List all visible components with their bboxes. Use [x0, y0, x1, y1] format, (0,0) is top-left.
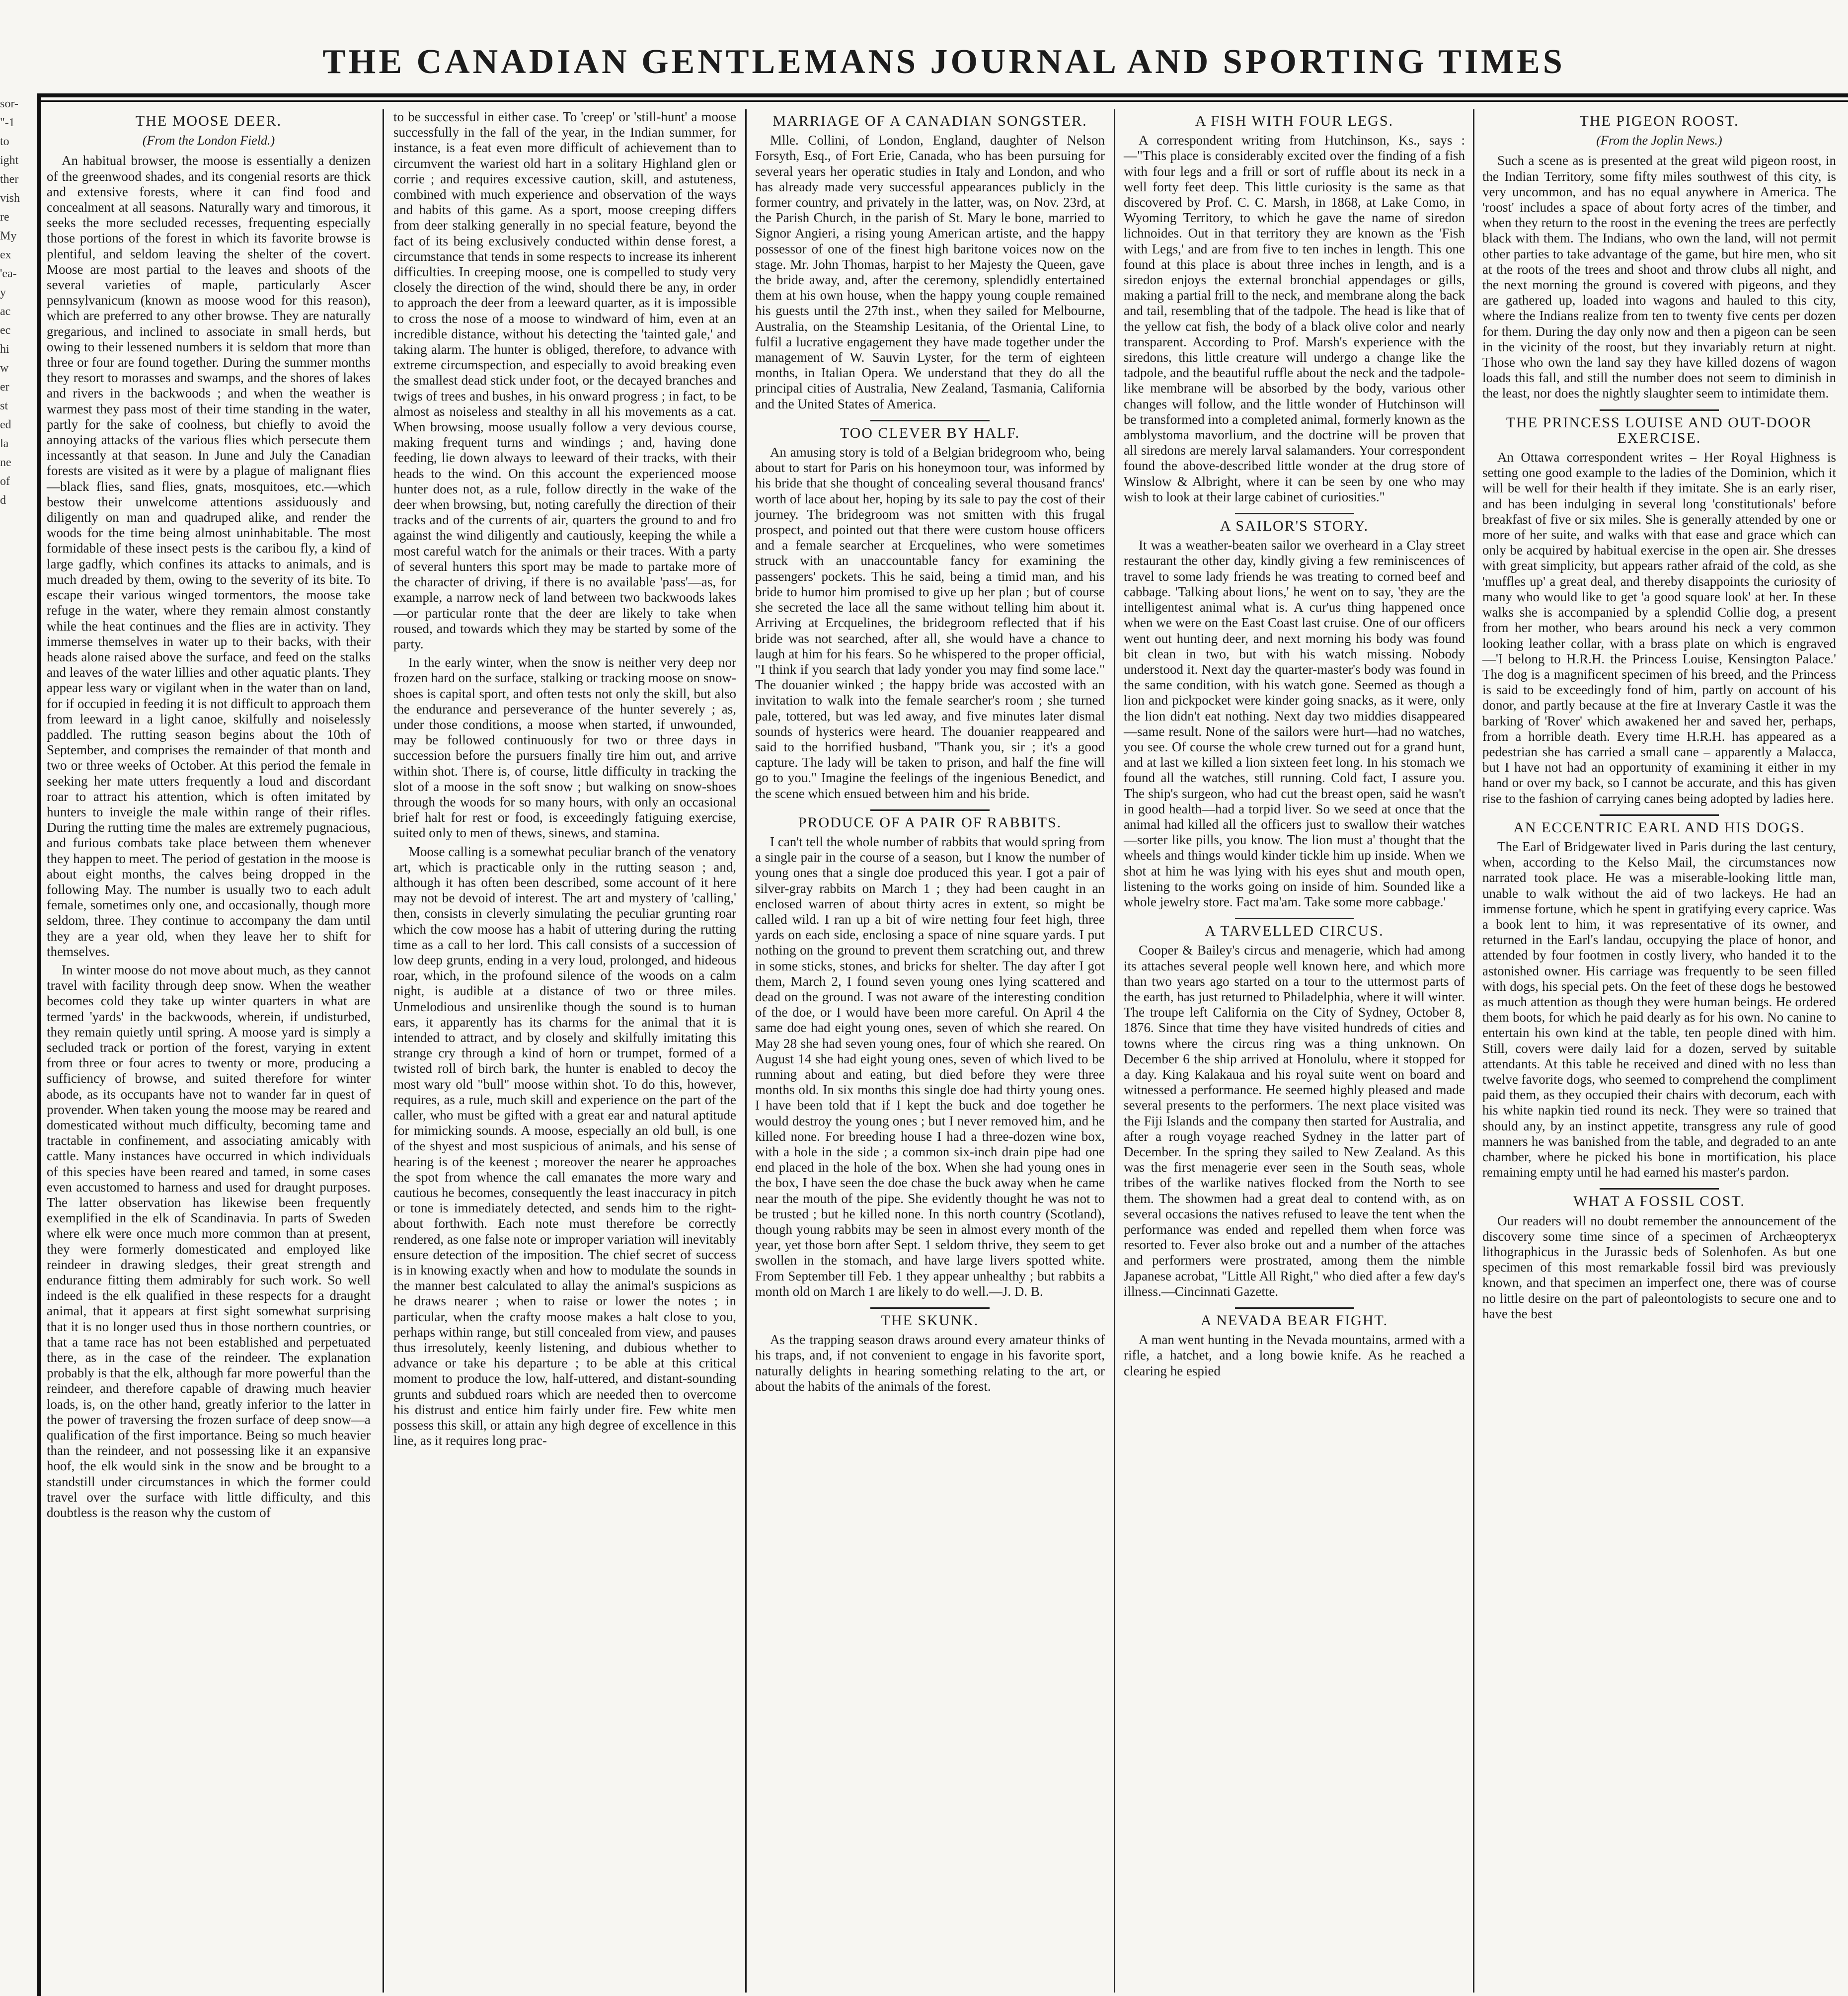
column-3	[748, 109, 1112, 1993]
margin-fragment: ight	[0, 154, 19, 167]
margin-fragment: re	[0, 211, 9, 224]
article	[1124, 1307, 1465, 1379]
article-paragraph: Mlle. Collini, of London, England, daughter of Nelson Forsyth, Esq., of Fort Erie, Canada, who has been pursuing for several years her operatic studies in Italy and London, and who has already made very successful appearances publicly in the former country, and privately in the latter, was, on Nov. 23rd, at the Parish Church, in the parish of St. Mary le bone, married to Signor Angieri, a rising young American artiste, and the happy possessor of one of the finest high baritone voices now on the stage. Mr. John Thomas, harpist to her Majesty the Queen, gave the bride away, and, after the ceremony, splendidly entertained them at his own house, when the happy young couple remained his guests until the 27th inst., when they sailed for Melbourne, Australia, on the Steamship Lesitania, of the Oriental Line, to fulfil a lucrative engagement they have made together under the management of W. Sauvin Lyster, for the term of eighteen months, in Italian Opera. We understand that they do all the principal cities of Australia, New Zealand, Tasmania, California and the United States of America.	[755, 133, 1105, 411]
column-divider	[383, 109, 384, 1993]
margin-fragment: ex	[0, 248, 11, 261]
article-headline: MARRIAGE OF A CANADIAN SONGSTER.	[772, 113, 1087, 129]
article-paragraph: An habitual browser, the moose is essentially a denizen of the greenwood shades, and its congenial resorts are thick and extensive forests, where it can find food and concealment at all seasons. Naturally wary and timorous, it seeks the more secluded recesses, frequenting especially those portions of the forest in which its favorite browse is plentiful, and seldom leaving the shelter of the covert. Moose are most partial to the leaves and shoots of the several varieties of maple, particularly Ascer pennsylvanicum (known as moose wood for this reason), which are preferred to any other browse. They are naturally gregarious, and inclined to associate in small herds, but owing to their lessened numbers it is seldom that more than three or four are found together. During the summer months they resort to morasses and swamps, and the shores of lakes and rivers in the backwoods ; and when the weather is warmest they pass most of their time standing in the water, partly for the sake of coolness, but chiefly to avoid the annoying attacks of the various flies which persecute them incessantly at that season. In June and July the Canadian forests are visited as it were by a plague of malignant flies—black flies, sand flies, gnats, mosquitoes, etc.—which bestow their unwelcome attentions assiduously and diligently on man and quadruped alike, and render the woods for the time being almost uninhabitable. The most formidable of these insect pests is the caribou fly, a kind of large gadfly, which confines its attacks to animals, and is much dreaded by them, owing to the severity of its bite. To escape their various winged tormentors, the moose take refuge in the water, where they remain almost constantly while the heat continues and the flies are in activity. They immerse themselves in water up to their backs, with their heads alone raised above the surface, and feed on the stalks and leaves of the water lillies and other aquatic plants. They appear less wary or vigilant when in the water than on land, for if occupied in feeding it is not difficult to approach them from leeward in a light canoe, skilfully and noiselessly paddled. The rutting season begins about the 10th of September, and comprises the remainder of that month and two or three weeks of October. At this period the female in seeking her mate utters frequently a loud and discordant roar to attract his attention, which is often imitated by hunters to inveigle the male within range of their rifles. During the rutting time the males are extremely pugnacious, and furious combats take place between them whenever they happen to meet. The period of gestation in the moose is about eight months, the calves being dropped in the following May. The number is usually two to each adult female, sometimes only one, and occasionally, though more seldom, three. They continue to accompany the dam until they are a year old, when they leave her to shift for themselves.	[47, 153, 371, 959]
article-separator	[1600, 409, 1719, 411]
article-paragraph: to be successful in either case. To 'creep' or 'still-hunt' a moose successfully in the fall of the year, in the Indian summer, for instance, is a feat even more difficult of achievement than to circumvent the wariest old hart in a solitary Highland glen or corrie ; and requires excessive caution, skill, and astuteness, combined with much experience and observation of the ways and habits of this game. As a sport, moose creeping differs from deer stalking generally in no special feature, beyond the fact of its being exclusively conducted within dense forest, a circumstance that tends in some respects to increase its inherent difficulties. In creeping moose, one is compelled to study very closely the direction of the wind, should there be any, in order to approach the deer from a leeward quarter, as it is impossible to cross the nose of a moose to windward of him, even at an incredible distance, without his detecting the 'tainted gale,' and taking alarm. The hunter is obliged, therefore, to advance with extreme circumspection, and especially to avoid breaking even the smallest dead stick under foot, or the decayed branches and twigs of trees and bushes, in his onward progress ; in fact, to be almost as noiseless and stealthy in all his movements as a cat. When browsing, moose usually follow a very devious course, making frequent turns and windings ; and, having done feeding, lie down always to leeward of their tracks, with their heads to the wind. On this account the experienced moose hunter does not, as a rule, follow directly in the wake of the deer when browsing, but, noting carefully the direction of their tracks and of the currents of air, quarters the ground to and fro against the wind diligently and cautiously, keeping the while a most careful watch for the animals or their traces. With a party of several hunters this sport may be made to partake more of the character of driving, if there is no available 'pass'—as, for example, a narrow neck of land between two backwoods lakes—or particular ronte that the deer are likely to take when roused, and towards which they may be started by some of the party.	[393, 109, 736, 651]
article	[1124, 918, 1465, 1299]
masthead-rule	[37, 93, 1848, 97]
margin-fragment: hi	[0, 343, 9, 356]
article-separator	[870, 1307, 990, 1309]
column-2	[386, 109, 743, 1993]
article-paragraph: It was a weather-beaten sailor we overheard in a Clay street restaurant the other day, kindly giving a few reminiscences of travel to some lady friends he was treating to corned beef and cabbage. 'Talking about lions,' he went on to say, 'they are the intelligentest animal what is. A cur'us thing happened once when we were on the East Coast last cruise. One of our officers went out hunting deer, and next morning his body was found bit clean in two, but with his watch missing. Nobody understood it. Next day the quarter-master's body was found in the same condition, with his watch gone. Seemed as though a lion and pickpocket were kinder going snacks, as it were, only the lion didn't eat nothing. Next day two middies disappeared—same result. None of the sailors were hurt—had no watches, you see. Of course the whole crew turned out for a grand hunt, and at last we killed a lion sixteen feet long. In his stomach we found all the watches, still running. Cold fact, I assure you. The ship's surgeon, who had cut the breast open, said he wasn't in good health—had a torpid liver. So we seed at once that the animal had killed all the officers just to swallow their watches—sorter like pills, you know. The lion must a' thought that the wheels and things would kinder tickle him up inside. When we shot at him he was lying with his eyes shut and mouth open, listening to the works going on inside of him. Sounded like a whole jewelry store. Fact ma'am. Take some more cabbage.'	[1124, 538, 1465, 909]
margin-fragment: to	[0, 135, 9, 148]
article-separator	[870, 809, 990, 811]
article-separator	[870, 420, 990, 421]
left-margin-fragments	[0, 94, 41, 1996]
article-headline: A NEVADA BEAR FIGHT.	[1200, 1312, 1388, 1329]
article-paragraph: In the early winter, when the snow is neither very deep nor frozen hard on the surface, stalking or tracking moose on snow-shoes is capital sport, and often tests not only the skill, but also the endurance and perseverance of the hunter severely ; as, under those conditions, a moose when started, if unwounded, may be followed continuously for two or three days in succession before the pursuers finally tire him out, and arrive within shot. There is, of course, little difficulty in tracking the slot of a moose in the soft snow ; but walking on snow-shoes through the woods for so many hours, with only an occasional brief halt for rest or food, is exceedingly fatiguing exercise, suited only to men of thews, sinews, and stamina.	[393, 655, 736, 841]
article-separator	[1600, 814, 1719, 816]
margin-fragment: w	[0, 362, 9, 375]
article	[47, 113, 371, 1520]
article-headline: PRODUCE OF A PAIR OF RABBITS.	[798, 814, 1062, 831]
article-headline: AN ECCENTRIC EARL AND HIS DOGS.	[1513, 819, 1805, 836]
article	[1482, 409, 1836, 806]
article	[1124, 513, 1465, 910]
article-separator	[1235, 1307, 1354, 1309]
article	[755, 809, 1105, 1299]
article	[755, 113, 1105, 412]
article-source: (From the London Field.)	[142, 133, 275, 148]
article-paragraph: The Earl of Bridgewater lived in Paris during the last century, when, according to the Kelso Mail, the circumstances now narrated took place. He was a miserable-looking little man, unable to walk without the aid of two lackeys. He had an immense fortune, which he spent in gratifying every caprice. Was a book lent to him, it was representative of its owner, and returned in the Earl's landau, occupying the place of honor, and attended by four footmen in costly livery, who handed it to the astonished owner. His carriage was frequently to be seen filled with dogs, his special pets. On the feet of these dogs he bestowed as much attention as though they were human beings. He ordered them boots, for which he paid dearly as for his own. No canine to entertain his own kind at the table, ten people dined with him. Still, covers were daily laid for a dozen, served by suitable attendants. At this table he received and dined with no less than twelve favorite dogs, who seemed to comprehend the compliment paid them, as they occupied their chairs with decorum, each with his white napkin tied round its neck. They were so trained that should any, by an instinct appetite, transgress any rule of good manners he was banished from the table, and degraded to an ante chamber, where he picked his bone in mortification, his place remaining empty until he had earned his master's pardon.	[1482, 839, 1836, 1180]
margin-fragment: of	[0, 475, 10, 488]
column-5	[1475, 109, 1843, 1993]
article-paragraph: An amusing story is told of a Belgian bridegroom who, being about to start for Paris on his honeymoon tour, was informed by his bride that she thought of concealing several thousand francs' worth of lace about her, hoping by its sale to pay the cost of their journey. The bridegroom was not smitten with this frugal prospect, and pointed out that there were custom house officers and a female searcher at Ercquelines, who were sometimes struck with an unaccountable fancy for examining the passengers' pockets. This he said, being a timid man, and his bride to humor him promised to give up her plan ; but of course she secreted the lace all the same without telling him about it. Arriving at Ercquelines, the bridegroom reflected that if his bride was not searched, after all, she would have a chance to laugh at him for his fears. So he whispered to the proper official, "I think if you search that lady yonder you may find some lace." The douanier winked ; the happy bride was accosted with an invitation to walk into the female searcher's room ; she turned pale, tottered, but was led away, and five minutes later dismal sounds of hysterics were heard. The douanier reappeared and said to the horrified husband, "Thank you, sir ; it's a good capture. The lady will be taken to prison, and half the fine will go to you." Imagine the feelings of the ingenious Benedict, and the scene which ensued between him and his bride.	[755, 445, 1105, 801]
article-paragraph: An Ottawa correspondent writes – Her Royal Highness is setting one good example to the ladies of the Dominion, which it will be well for their health if they imitate. She is an early riser, and has been indulging in several long 'constitutionals' before breakfast of five or six miles. She is generally attended by one or more of her suite, and walks with that ease and grace which can only be acquired by habitual exercise in the open air. She dresses with great simplicity, but appears rather afraid of the cold, as she 'muffles up' a great deal, and thereby disappoints the curiosity of many who would like to get 'a good square look' at her. In these walks she is accompanied by a splendid Collie dog, a present from her mother, who bears around his neck a very common looking leather collar, with a brass plate on which is engraved —'I belong to H.R.H. the Princess Louise, Kensington Palace.' The dog is a magnificent specimen of his breed, and the Princess is said to be exceedingly fond of him, partly on account of his donor, and partly because at the fire at Inverary Castle it was the barking of 'Rover' which awakened her and saved her, perhaps, from a horrible death. Every time H.R.H. has appeared as a pedestrian she has carried a small cane – apparently a Malacca, but I have not had an opportunity of examining it either in my hand or over my back, so I cannot be accurate, and this has given rise to the fashion of carrying canes being adopted by ladies here.	[1482, 450, 1836, 806]
margin-fragment: ed	[0, 418, 11, 431]
margin-fragment: ec	[0, 324, 11, 337]
article-paragraph: In winter moose do not move about much, as they cannot travel with facility through deep snow. When the weather becomes cold they take up winter quarters in what are termed 'yards' in the backwoods, wherein, if undisturbed, they remain quietly until spring. A moose yard is simply a secluded track or portion of the forest, varying in extent from three or four acres to twenty or more, producing a sufficiency of browse, and suited therefore for winter abode, as its occupants have not to wander far in quest of provender. When taken young the moose may be reared and domesticated without much difficulty, becoming tame and tractable in confinement, and associating amicably with cattle. Many instances have occurred in which individuals of this species have been reared and tamed, in some cases even accustomed to harness and used for draught purposes. The latter observation has likewise been frequently exemplified in the elk of Scandinavia. In parts of Sweden where elk were once much more common than at present, they were formerly domesticated and employed like reindeer in drawing sledges, their great strength and endurance fitting them admirably for such work. So well indeed is the elk qualified in these respects for a draught animal, that it appears at first sight somewhat surprising that it is no longer used thus in those northern countries, or that a tame race has not been established and perpetuated there, as in the case of the reindeer. The explanation probably is that the elk, although far more powerful than the reindeer, and therefore capable of drawing much heavier loads, is, on the other hand, greatly inferior to the latter in the power of traversing the frozen surface of deep snow—a qualification of the first importance. Being so much heavier than the reindeer, and not possessing like it an expansive hoof, the elk would sink in the snow and be brought to a standstill under circumstances in which the former could travel over the surface with little difficulty, and this doubtless is the reason why the custom of	[47, 962, 371, 1520]
article-headline: A TARVELLED CIRCUS.	[1205, 923, 1384, 940]
column-divider	[1114, 109, 1115, 1993]
article-paragraph: A man went hunting in the Nevada mountains, armed with a rifle, a hatchet, and a long bowie knife. As he reached a clearing he espied	[1124, 1332, 1465, 1378]
article-paragraph: Moose calling is a somewhat peculiar branch of the venatory art, which is practicable only in the rutting season ; and, although it has often been described, some account of it here may not be devoid of interest. The art and mystery of 'calling,' then, consists in cleverly simulating the peculiar grunting roar which the cow moose has a habit of uttering during the rutting time as a call to her lord. This call consists of a succession of low deep grunts, ending in a very loud, prolonged, and hideous roar, which, in the profound silence of the woods on a calm night, is audible at a distance of two or three miles. Unmelodious and unsirenlike though the sound is to human ears, it apparently has its charms for the animal that it is intended to attract, and by closely and skilfully imitating this strange cry through a kind of horn or trumpet, formed of a twisted roll of birch bark, the hunter is enabled to decoy the most wary old "bull" moose within shot. To do this, however, requires, as a rule, much skill and experience on the part of the caller, who must be gifted with a great ear and natural aptitude for mimicking sounds. A moose, especially an old bull, is one of the shyest and most suspicious of animals, and his sense of hearing is of the keenest ; moreover the nearer he approaches the spot from whence the call emanates the more wary and cautious he becomes, consequently the least inaccuracy in pitch or tone is immediately detected, and sends him to the right-about forthwith. Each note must therefore be correctly rendered, as one false note or improper variation will inevitably ensure detection of the imposition. The chief secret of success is in knowing exactly when and how to modulate the sounds in the manner best calculated to allay the animal's suspicions as he draws nearer ; when to raise or lower the notes ; in particular, when the crafty moose makes a halt close to you, perhaps within range, but still concealed from view, and pauses thus irresolutely, keenly listening, and dubious whether to advance or take his departure ; to be able at this critical moment to produce the low, half-uttered, and distant-sounding grunts and subdued roars which are needed then to overcome his distrust and entice him fairly under fire. Few white men possess this skill, or attain any high degree of excellence in this line, as it requires long prac-	[393, 844, 736, 1448]
article-paragraph: Such a scene as is presented at the great wild pigeon roost, in the Indian Territory, some fifty miles southwest of this city, is very uncommon, and has no equal anywhere in America. The 'roost' includes a space of about forty acres of the timber, and when they return to the roost in the evening the trees are perfectly black with them. The Indians, who own the land, will not permit other parties to take advantage of the game, but hire men, who sit at the roots of the trees and shoot and throw clubs all night, and the next morning the ground is covered with pigeons, and they are gathered up, loaded into wagons and hauled to this city, where the Indians realize from ten to twenty five cents per dozen for them. During the day only now and then a pigeon can be seen in the vicinity of the roost, but they invariably return at night. Those who own the land say they have killed dozens of wagon loads this fall, and still the number does not seem to diminish in the least, nor does the nightly slaughter seem to intimidate them.	[1482, 153, 1836, 401]
article-paragraph: As the trapping season draws around every amateur thinks of his traps, and, if not convenient to engage in his favorite sport, naturally delights in hearing something relating to the art, or about the habits of the animals of the forest.	[755, 1332, 1105, 1394]
article-paragraph: Our readers will no doubt remember the announcement of the discovery some time since of a specimen of Archæopteryx lithographicus in the Jurassic beds of Solenhofen. As but one specimen of this most remarkable fossil bird was previously known, and that specimen an imperfect one, there was of course no little desire on the part of paleontologists to secure one and to have the best	[1482, 1213, 1836, 1321]
article-headline: THE MOOSE DEER.	[135, 113, 282, 129]
article	[1482, 1188, 1836, 1322]
margin-fragment: ther	[0, 173, 19, 186]
article-headline: WHAT A FOSSIL COST.	[1573, 1193, 1745, 1210]
margin-fragment: ac	[0, 305, 11, 318]
margin-fragment: ne	[0, 456, 11, 469]
article-headline: A SAILOR'S STORY.	[1220, 518, 1369, 535]
article-separator	[1235, 513, 1354, 514]
article	[755, 1307, 1105, 1394]
article-paragraph: Cooper & Bailey's circus and menagerie, which had among its attaches several people well known here, and which more than two years ago started on a tour to the uttermost parts of the earth, has just returned to Philadelphia, where it will winter. The troupe left California on the City of Sydney, October 8, 1876. Since that time they have visited hundreds of cities and towns where the circus ring was a thing unknown. On December 6 the ship arrived at Honolulu, where it stopped for a day. King Kalakaua and his royal suite went on board and witnessed a performance. He seemed highly pleased and made several presents to the performers. The next place visited was the Fiji Islands and the company then started for Australia, and after a rough voyage reached Sydney in the latter part of December. In the spring they sailed to New Zealand. As this was the first menagerie ever seen in the South seas, whole tribes of the warlike natives flocked from the North to see them. The showmen had a great deal to contend with, as on several occasions the natives refused to leave the tent when the performance was ended and repelled them when force was resorted to. Fever also broke out and a number of the attaches and performers were prostrated, among them the nimble Japanese acrobat, "Little All Right," who died after a few day's illness.—Cincinnati Gazette.	[1124, 943, 1465, 1299]
margin-fragment: d	[0, 494, 6, 507]
article-headline: A FISH WITH FOUR LEGS.	[1195, 113, 1394, 129]
article-paragraph: I can't tell the whole number of rabbits that would spring from a single pair in the course of a season, but I know the number of young ones that a single doe produced this year. I got a pair of silver-gray rabbits on March 1 ; they had been caught in an enclosed warren of about thirty acres in extent, so might be called wild. I ran up a bit of wire netting four feet high, three yards on each side, enclosing a space of nine square yards. I put nothing on the ground to prevent them scratching out, and threw in some sticks, stones, and bricks for shelter. The day after I got them, March 2, I found seven young ones lying scattered and dead on the ground. I was not aware of the interesting condition of the doe, or I would have been more careful. On April 4 the same doe had eight young ones, seven of which she reared. On May 28 she had seven young ones, four of which she reared. On August 14 she had eight young ones, seven of which lived to be running about and eating, but died before they were three months old. In six months this single doe had thirty young ones. I have been told that if I kept the buck and doe together he would destroy the young ones ; but I never removed him, and he killed none. For breeding house I had a three-dozen wine box, with a hole in the side ; a common six-inch drain pipe had one end placed in the hole of the box. When she had young ones in the box, I have seen the doe chase the buck away when he came near the mouth of the pipe. She evidently thought he was not to be trusted ; but he killed none. In this north country (Scotland), though young rabbits may be seen in almost every month of the year, yet those born after Sept. 1 seldom thrive, they seem to get swollen in the stomach, and have large livers spotted white. From September till Feb. 1 they appear unhealthy ; but rabbits a month old on March 1 are likely to do well.—J. D. B.	[755, 834, 1105, 1299]
column-divider	[1473, 109, 1474, 1993]
margin-fragment: My	[0, 230, 17, 242]
margin-fragment: vish	[0, 192, 20, 205]
article-headline: THE PRINCESS LOUISE AND OUT-DOOR EXERCISE.	[1506, 414, 1813, 446]
article-headline: THE PIGEON ROOST.	[1579, 113, 1739, 129]
margin-fragment: sor-	[0, 97, 18, 110]
margin-fragment: y	[0, 286, 6, 299]
article-paragraph: A correspondent writing from Hutchinson, Ks., says :—"This place is considerably excited over the finding of a fish with four legs and a frill or sort of ruffle about its neck in a well forty feet deep. This little curiosity is the same as that discovered by Prof. C. C. Marsh, in 1868, at Lake Como, in Wyoming Territory, to which he gave the name of siredon lichnoides. Out in that territory they are known as the 'Fish with Legs,' and are from five to ten inches in length. This one found at this place is about three inches in length, and is a siredon enjoys the external bronchial appendages or gills, making a partial frill to the neck, and membrane along the back and tail, resembling that of the tadpole. The head is like that of the yellow cat fish, the body of a black olive color and nearly transparent. According to Prof. Marsh's experience with the siredons, this little creature will undergo a change like the tadpole, and the beautiful ruffle about the neck and the tadpole-like membrane will be absorbed by the body, various other changes will follow, and the little wonder of Hutchinson will be transformed into a completed animal, formerly known as the amblystoma mavorlium, and the doctrine will be proven that all siredons are merely larval salamanders. Your correspondent found the above-described little wonder at the drug store of Winslow & Albright, where it can be seen by one who may wish to look at their large cabinet of curiosities."	[1124, 133, 1465, 504]
margin-fragment: la	[0, 437, 9, 450]
column-4	[1117, 109, 1472, 1993]
margin-fragment: er	[0, 381, 9, 394]
article	[755, 420, 1105, 801]
article-separator	[1235, 918, 1354, 919]
article-source: (From the Joplin News.)	[1596, 133, 1722, 148]
article-headline: THE SKUNK.	[881, 1312, 979, 1329]
column-divider	[745, 109, 747, 1993]
article	[393, 109, 736, 1448]
margin-fragment: 'ea-	[0, 267, 17, 280]
article	[1124, 113, 1465, 505]
article	[1482, 113, 1836, 401]
article-separator	[1600, 1188, 1719, 1190]
masthead-rule-thin	[37, 100, 1848, 102]
margin-fragment: "-1	[0, 116, 15, 129]
article-headline: TOO CLEVER BY HALF.	[840, 424, 1020, 441]
column-1	[40, 109, 378, 1993]
article	[1482, 814, 1836, 1181]
margin-fragment: st	[0, 399, 8, 412]
masthead-title: THE CANADIAN GENTLEMANS JOURNAL AND SPORTING TIMES	[322, 43, 1565, 81]
